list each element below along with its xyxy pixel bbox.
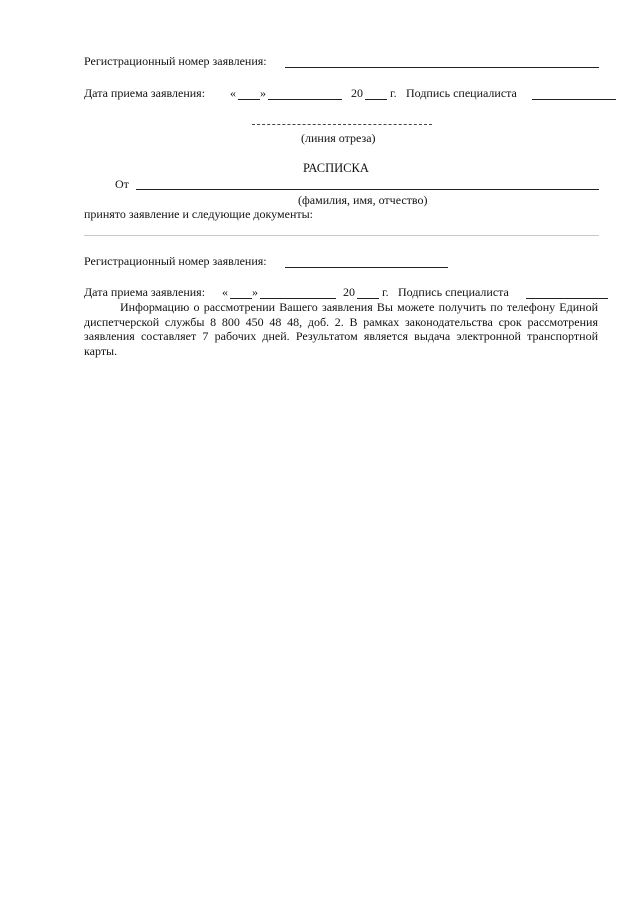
info-paragraph: Информацию о рассмотрении Вашего заявления Вы можете получить по телефону Единой диспетчерской службы 8 800 450 48 48, доб. 2. В рамках законодательства срок рассмотрения заявления составляет 7 рабочих дней. Результатом является выдача электронной транспортной карты. bbox=[84, 300, 598, 358]
top-reg-number-label: Регистрационный номер заявления: bbox=[84, 54, 267, 68]
cut-line-caption: (линия отреза) bbox=[301, 131, 376, 145]
top-date-label: Дата приема заявления: bbox=[84, 86, 206, 100]
receipt-name-caption: (фамилия, имя, отчество) bbox=[298, 193, 428, 207]
bottom-date-year-suffix: г. bbox=[382, 285, 389, 299]
top-date-year-field[interactable] bbox=[365, 99, 387, 100]
receipt-documents-field[interactable] bbox=[84, 235, 599, 236]
cut-line bbox=[252, 124, 432, 125]
bottom-date-year-field[interactable] bbox=[357, 298, 379, 299]
bottom-date-year-prefix: 20 bbox=[343, 285, 355, 299]
top-reg-number-field[interactable] bbox=[285, 67, 599, 68]
receipt-from-label: От bbox=[115, 177, 129, 191]
top-signature-field[interactable] bbox=[532, 99, 616, 100]
bottom-date-quote-open: « bbox=[222, 285, 228, 299]
top-date-year-suffix: г. bbox=[390, 86, 397, 100]
bottom-signature-field[interactable] bbox=[526, 298, 608, 299]
receipt-name-field[interactable] bbox=[136, 189, 599, 190]
top-date-quote-close: » bbox=[260, 86, 266, 100]
top-date-year-prefix: 20 bbox=[351, 86, 363, 100]
bottom-date-quote-close: » bbox=[252, 285, 258, 299]
top-date-quote-open: « bbox=[230, 86, 236, 100]
bottom-date-month-field[interactable] bbox=[260, 298, 336, 299]
bottom-reg-number-label: Регистрационный номер заявления: bbox=[84, 254, 267, 268]
bottom-signature-label: Подпись специалиста bbox=[398, 285, 509, 299]
bottom-date-day-field[interactable] bbox=[230, 298, 252, 299]
bottom-date-label: Дата приема заявления: bbox=[84, 285, 206, 299]
top-signature-label: Подпись специалиста bbox=[406, 86, 517, 100]
receipt-title: РАСПИСКА bbox=[303, 161, 369, 175]
top-date-month-field[interactable] bbox=[268, 99, 342, 100]
bottom-reg-number-field[interactable] bbox=[285, 267, 448, 268]
top-date-day-field[interactable] bbox=[238, 99, 260, 100]
receipt-accepted-text: принято заявление и следующие документы: bbox=[84, 207, 314, 221]
